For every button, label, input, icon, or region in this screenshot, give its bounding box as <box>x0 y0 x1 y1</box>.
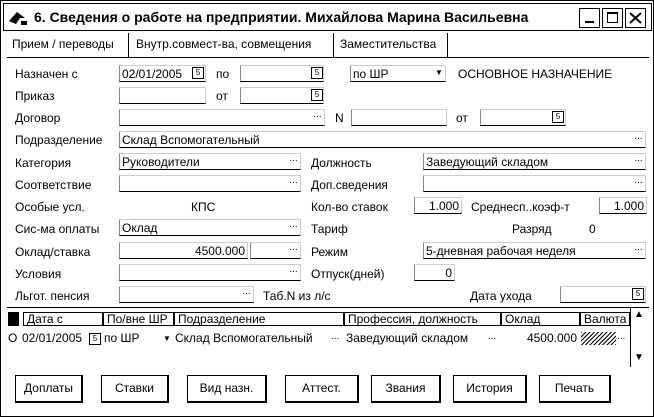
podrazdelenie-lookup-button[interactable]: ... <box>634 131 643 142</box>
oklad-extra-field[interactable] <box>250 242 301 259</box>
n-label: N <box>335 111 344 125</box>
stavki-button[interactable]: Ставки <box>101 375 169 403</box>
tab-zamestit[interactable]: Заместительства <box>335 33 448 57</box>
lgot-pensiya-lookup-button[interactable]: ... <box>242 286 251 297</box>
oklad-stavka-label: Оклад/ставка <box>15 245 91 259</box>
window-title: 6. Сведения о работе на предприятии. Михайлова Марина Васильевна <box>34 9 529 25</box>
rezhim-lookup-button[interactable]: ... <box>634 242 643 253</box>
srednesp-koef-field[interactable]: 1.000 <box>599 197 647 214</box>
podrazdelenie-field[interactable] <box>119 131 646 148</box>
row-valyuta-lookup-button[interactable]: ... <box>617 331 626 342</box>
row-date[interactable]: 02/01/2005 <box>22 331 83 345</box>
tarif-label: Тариф <box>311 222 348 236</box>
grid-header-date[interactable]: Дата с <box>23 312 103 326</box>
row-shr[interactable]: по ШР <box>104 331 140 345</box>
dogovor-ot-label: от <box>456 111 468 125</box>
dop-svedeniya-field[interactable] <box>423 175 646 192</box>
usloviya-lookup-button[interactable]: ... <box>289 264 298 275</box>
attest-button[interactable]: Аттест. <box>285 375 359 403</box>
podrazdelenie-value: Склад Вспомогательный <box>122 133 260 147</box>
zvaniya-button[interactable]: Звания <box>371 375 441 403</box>
oklad-extra-lookup-button[interactable]: ... <box>289 242 298 253</box>
tab-divider <box>7 57 649 58</box>
title-bar <box>3 3 652 31</box>
osobye-usl-value: КПС <box>191 200 216 214</box>
dogovor-label: Договор <box>15 111 61 125</box>
lgot-pensiya-field[interactable] <box>119 286 254 303</box>
oklad-stavka-field[interactable]: 4500.000 <box>119 242 248 259</box>
row-oklad[interactable]: 4500.000 <box>526 331 577 345</box>
data-uhoda-label: Дата ухода <box>470 289 532 303</box>
otpusk-field[interactable]: 0 <box>414 264 455 281</box>
maximize-icon <box>607 12 618 23</box>
naznachen-date-value: 02/01/2005 <box>122 67 183 81</box>
tabn-label: Таб.N из л/с <box>263 289 331 303</box>
pechat-button[interactable]: Печать <box>539 375 611 403</box>
po-calendar-button[interactable]: 5 <box>311 67 323 79</box>
tab-priem[interactable]: Прием / переводы <box>7 33 129 57</box>
doplaty-button[interactable]: Доплаты <box>15 375 83 403</box>
close-icon <box>629 12 642 24</box>
data-uhoda-calendar-button[interactable]: 5 <box>632 288 644 300</box>
po-label: по <box>216 67 230 81</box>
minimize-button[interactable] <box>579 8 600 28</box>
tab-sovmest[interactable]: Внутр.совмест-ва, совмещения <box>131 33 334 57</box>
kategoriya-field[interactable] <box>119 153 301 170</box>
grid-row-indicator <box>8 312 19 326</box>
grid-header-podr[interactable]: Подразделение <box>174 312 344 326</box>
row-prof[interactable]: Заведующий складом <box>346 331 469 345</box>
sisma-oplaty-field[interactable] <box>119 219 301 236</box>
sisma-oplaty-lookup-button[interactable]: ... <box>289 219 298 230</box>
naznachen-calendar-button[interactable]: 5 <box>192 67 204 79</box>
istoriya-button[interactable]: История <box>453 375 527 403</box>
grid-header-prof[interactable]: Профессия, должность <box>344 312 501 326</box>
usloviya-label: Условия <box>15 267 62 281</box>
prikaz-label: Приказ <box>15 89 55 103</box>
row-date-calendar-button[interactable]: 5 <box>89 333 101 345</box>
scroll-up-icon[interactable]: ▲ <box>634 309 644 320</box>
row-shr-chevron-icon[interactable]: ▼ <box>163 334 171 343</box>
lgot-pensiya-label: Льгот. пенсия <box>15 289 90 303</box>
close-button[interactable] <box>625 8 646 28</box>
po-shr-select[interactable] <box>350 65 446 82</box>
razryad-label: Разряд <box>512 222 552 236</box>
sootvetstvie-lookup-button[interactable]: ... <box>289 175 298 186</box>
prikaz-calendar-button[interactable]: 5 <box>311 89 323 101</box>
kolvo-stavok-field[interactable]: 1.000 <box>414 197 462 214</box>
otpusk-label: Отпуск(дней) <box>311 267 385 281</box>
dop-svedeniya-label: Доп.сведения <box>311 178 388 192</box>
prikaz-field[interactable] <box>119 87 206 104</box>
dolzhnost-lookup-button[interactable]: ... <box>634 153 643 164</box>
razryad-value: 0 <box>589 222 596 236</box>
naznachen-label: Назначен с <box>15 67 78 81</box>
sisma-oplaty-value: Оклад <box>122 221 158 235</box>
app-icon[interactable] <box>7 9 29 27</box>
rezhim-value: 5-дневная рабочая неделя <box>426 244 576 258</box>
minimize-icon <box>585 21 594 23</box>
dolzhnost-field[interactable] <box>423 153 646 170</box>
row-podr[interactable]: Склад Вспомогательный <box>175 331 313 345</box>
kategoriya-value: Руководители <box>122 155 200 169</box>
dolzhnost-value: Заведующий складом <box>426 155 549 169</box>
rezhim-field[interactable] <box>423 242 646 259</box>
grid-scrollbar[interactable] <box>630 307 649 367</box>
row-podr-lookup-button[interactable]: ... <box>331 331 340 342</box>
osobye-usl-label: Особые усл. <box>15 200 85 214</box>
vid-nazn-button[interactable]: Вид назн. <box>187 375 267 403</box>
kategoriya-label: Категория <box>15 156 72 170</box>
sisma-oplaty-label: Сис-ма оплаты <box>15 222 100 236</box>
kategoriya-lookup-button[interactable]: ... <box>289 153 298 164</box>
sootvetstvie-label: Соответствие <box>15 178 92 192</box>
chevron-down-icon: ▼ <box>435 68 443 77</box>
grid-header-oklad[interactable]: Оклад <box>501 312 580 326</box>
grid-header-valyuta[interactable]: Валюта <box>580 312 630 326</box>
dogovor-calendar-button[interactable]: 5 <box>552 111 564 123</box>
grid-header-shr[interactable]: По/вне ШР <box>103 312 174 326</box>
osnovnoe-naznachenie-label: ОСНОВНОЕ НАЗНАЧЕНИЕ <box>458 67 613 81</box>
podrazdelenie-label: Подразделение <box>15 133 103 147</box>
dolzhnost-label: Должность <box>311 156 372 170</box>
usloviya-field[interactable] <box>119 264 301 281</box>
prikaz-ot-label: от <box>216 89 228 103</box>
maximize-button[interactable] <box>602 8 623 28</box>
rezhim-label: Режим <box>311 245 348 259</box>
dop-svedeniya-lookup-button[interactable]: ... <box>634 175 643 186</box>
dogovor-field[interactable] <box>119 109 325 126</box>
row-prof-lookup-button[interactable]: ... <box>488 331 497 342</box>
po-shr-value: по ШР <box>353 67 389 81</box>
row-valyuta-hatched <box>581 332 616 345</box>
dogovor-n-field[interactable] <box>351 109 447 126</box>
scroll-down-icon[interactable]: ▼ <box>634 352 644 363</box>
dogovor-lookup-button[interactable]: ... <box>313 109 322 120</box>
row-marker: О <box>8 331 18 345</box>
srednesp-koef-label: Среднесп..коэф-т <box>471 200 570 214</box>
kolvo-stavok-label: Кол-во ставок <box>311 200 388 214</box>
sootvetstvie-field[interactable] <box>119 175 301 192</box>
